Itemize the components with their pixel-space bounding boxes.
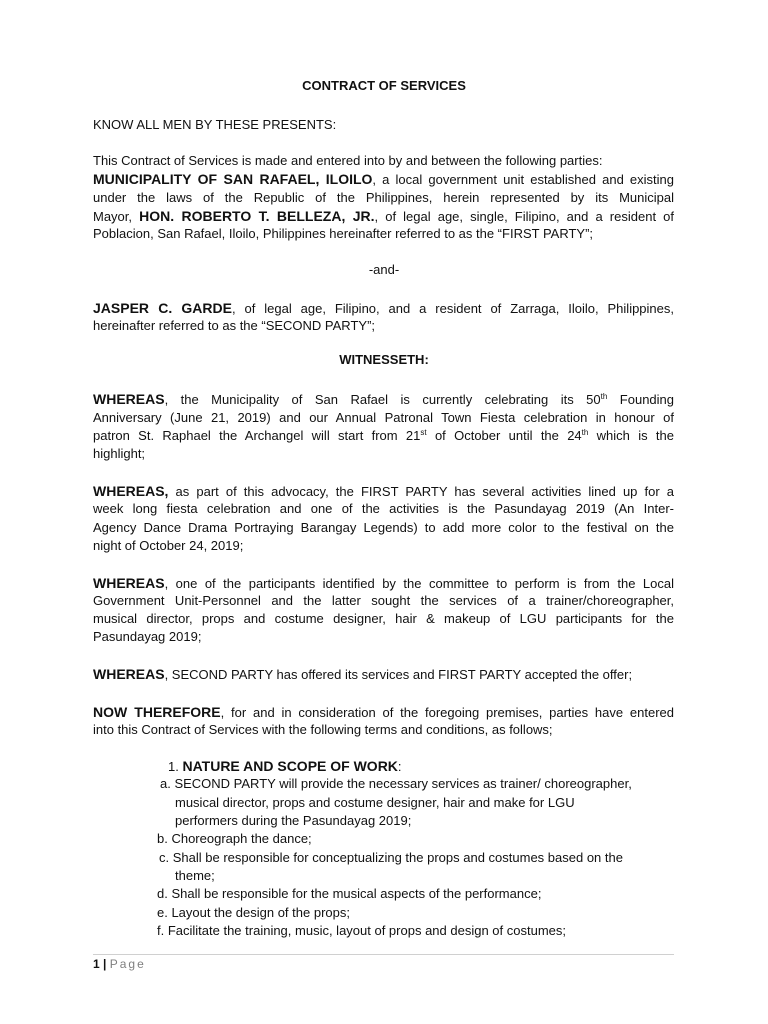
whereas4-line-1 — [93, 665, 674, 684]
whereas1-text-a: , the Municipality of San Rafael is currently celebrating its 50 — [164, 392, 601, 407]
whereas3-text: , one of the participants identified by the committee to perform is from the Local — [164, 576, 674, 591]
page-footer — [93, 957, 146, 971]
whereas1-lead: WHEREAS — [93, 391, 165, 407]
document-title: CONTRACT OF SERVICES — [302, 78, 466, 93]
mayor-name: HON. ROBERTO T. BELLEZA, JR. — [139, 208, 375, 224]
whereas1-line-1 — [93, 390, 674, 409]
whereas1-sup-2: st — [420, 428, 427, 437]
section-1-item-a-line-2: musical director, props and costume designer, hair and make for LGU — [175, 795, 575, 810]
whereas4-lead: WHEREAS — [93, 666, 165, 682]
section-1-heading — [168, 757, 402, 776]
whereas4-text: , SECOND PARTY has offered its services and FIRST PARTY accepted the offer; — [164, 667, 633, 682]
first-party-line-1 — [93, 170, 674, 189]
footer-divider — [93, 954, 674, 955]
whereas1-sup-3: th — [581, 428, 589, 437]
section-1-item-f: f. Facilitate the training, music, layout of props and design of costumes; — [157, 923, 566, 938]
first-party-line-4: Poblacion, San Rafael, Iloilo, Philippines hereinafter referred to as the “FIRST PARTY”; — [93, 226, 594, 241]
section-1-item-c-line-2: theme; — [175, 868, 215, 883]
footer-separator: | — [99, 957, 110, 971]
whereas1-text-e: which is the — [588, 428, 674, 443]
section-1-item-d: d. Shall be responsible for the musical aspects of the performance; — [157, 886, 542, 901]
whereas2-line-2: week long fiesta celebration and one of the activities is the Pasundayag 2019 (An Inter- — [93, 501, 674, 516]
whereas3-line-3: musical director, props and costume designer, hair & makeup of LGU participants for the — [93, 611, 674, 626]
witnesseth-heading: WITNESSETH: — [339, 352, 429, 367]
section-1-item-e: e. Layout the design of the props; — [157, 905, 350, 920]
whereas3-line-4: Pasundayag 2019; — [93, 629, 202, 644]
whereas3-lead: WHEREAS — [93, 575, 165, 591]
page-number: 1 — [93, 957, 100, 971]
now-therefore-text: , for and in consideration of the foregoing premises, parties have entered — [220, 705, 674, 720]
whereas1-line-2: Anniversary (June 21, 2019) and our Annual Patronal Town Fiesta celebration in honour of — [93, 410, 674, 425]
intro-line: This Contract of Services is made and entered into by and between the following parties: — [93, 153, 603, 168]
second-party-line-1 — [93, 299, 674, 318]
whereas2-line-4: night of October 24, 2019; — [93, 538, 244, 553]
whereas1-text-c: patron St. Raphael the Archangel will start from 21 — [93, 428, 421, 443]
whereas1-sup-1: th — [600, 392, 608, 401]
page-word: Page — [109, 957, 146, 971]
section-1-item-a-line-3: performers during the Pasundayag 2019; — [175, 813, 412, 828]
first-party-line-3 — [93, 207, 674, 226]
second-party-line-1-text: , of legal age, Filipino, and a resident of Zarraga, Iloilo, Philippines, — [231, 301, 674, 316]
whereas2-text: as part of this advocacy, the FIRST PARTY has several activities lined up for a — [168, 484, 674, 499]
whereas3-line-2: Government Unit-Personnel and the latter sought the services of a trainer/choreographer, — [93, 593, 674, 608]
whereas2-line-3: Agency Dance Drama Portraying Barangay Legends) to add more color to the festival on the — [93, 520, 674, 535]
section-1-title: NATURE AND SCOPE OF WORK — [182, 758, 398, 774]
whereas3-line-1 — [93, 574, 674, 593]
whereas1-line-4: highlight; — [93, 446, 146, 461]
and-separator: -and- — [368, 262, 400, 277]
section-1-item-a-line-1: a. SECOND PARTY will provide the necessary services as trainer/ choreographer, — [160, 776, 632, 791]
now-therefore-line-1 — [93, 703, 674, 722]
whereas1-line-3 — [93, 427, 674, 445]
whereas1-text-b: Founding — [607, 392, 675, 407]
second-party-name: JASPER C. GARDE — [93, 300, 232, 316]
first-party-line-2: under the laws of the Republic of the Philippines, herein represented by its Municipal — [93, 190, 674, 205]
first-party-name: MUNICIPALITY OF SAN RAFAEL, ILOILO — [93, 171, 373, 187]
section-1-item-b: b. Choreograph the dance; — [157, 831, 312, 846]
first-party-line-3-text: , of legal age, single, Filipino, and a resident of — [374, 209, 674, 224]
whereas1-text-d: of October until the 24 — [426, 428, 582, 443]
section-1-item-c-line-1: c. Shall be responsible for conceptualizing the props and costumes based on the — [159, 850, 623, 865]
first-party-mayor-prefix: Mayor, — [93, 209, 140, 224]
now-therefore-lead: NOW THEREFORE — [93, 704, 221, 720]
section-1-colon: : — [397, 759, 402, 774]
whereas2-line-1 — [93, 482, 674, 501]
whereas2-lead: WHEREAS, — [93, 483, 169, 499]
section-1-number: 1. — [168, 759, 179, 774]
know-all-line: KNOW ALL MEN BY THESE PRESENTS: — [93, 117, 337, 132]
second-party-line-2: hereinafter referred to as the “SECOND PARTY”; — [93, 318, 376, 333]
now-therefore-line-2: into this Contract of Services with the following terms and conditions, as follows; — [93, 722, 553, 737]
first-party-line-1-text: , a local government unit established and existing — [372, 172, 674, 187]
